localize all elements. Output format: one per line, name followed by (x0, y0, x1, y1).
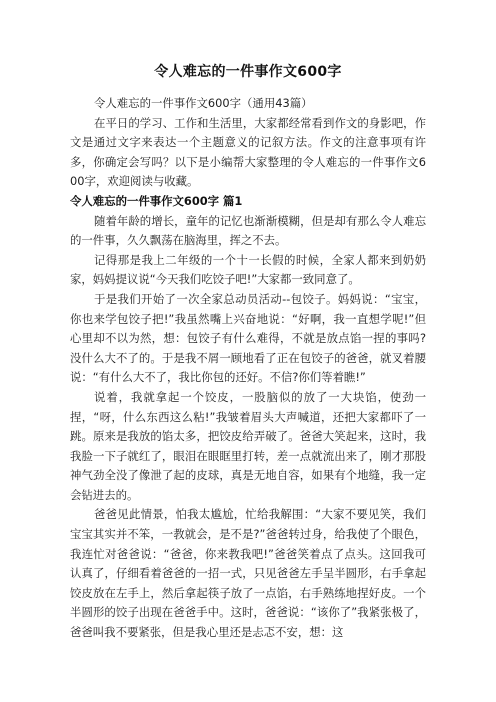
body-paragraph: 爸爸见此情景，怕我太尴尬，忙给我解围：“大家不要见笑，我们宝宝其实并不笨，一教就会，是不是?”爸爸转过身，给我使了个眼色，我连忙对爸爸说：“爸爸，你来教我吧!”爸爸笑着点了点头。这回我可认真了，仔细看着爸爸的一招一式，只见爸爸左手呈半圆形，右手拿起饺皮放在左手上，然后拿起筷子放了一点馅，右手熟练地捏好皮。一个半圆形的饺子出现在爸爸手中。这时，爸爸说：“该你了”我紧张极了，爸爸叫我不要紧张，但是我心里还是忐忑不安，想：这 (70, 507, 426, 640)
body-paragraph: 记得那是我上二年级的一个十一长假的时候，全家人都来到奶奶家，妈妈提议说“今天我们吃饺子吧!”大家都一致同意了。 (70, 252, 426, 287)
intro-paragraph: 在平日的学习、工作和生活里，大家都经常看到作文的身影吧，作文是通过文字来表达一个主题意义的记叙方法。作文的注意事项有许多，你确定会写吗？以下是小编帮大家整理的令人难忘的一件事作文600字，欢迎阅读与收藏。 (70, 115, 426, 189)
document-title: 令人难忘的一件事作文600字 (154, 64, 342, 80)
body-paragraph: 说着，我就拿起一个饺皮，一股脑似的放了一大块馅，使劲一捏，“呀，什么东西这么粘!”我皱着眉头大声喊道，还把大家都吓了一跳。原来是我放的馅太多，把饺皮给弄破了。爸爸大笑起来，这时，我我脸一下子就红了，眼泪在眼眶里打转，差一点就流出来了，刚才那股神气劲全没了像泄了起的皮球，真是无地自容，如果有个地缝，我一定会钻进去的。 (70, 389, 426, 502)
section-heading: 令人难忘的一件事作文600字 篇1 (70, 193, 243, 208)
document-subtitle: 令人难忘的一件事作文600字（通用43篇） (94, 96, 313, 110)
body-paragraph: 于是我们开始了一次全家总动员活动--包饺子。妈妈说：“宝宝，你也来学包饺子把!”我虽然嘴上兴奋地说：“好啊，我一直想学呢!”但心里却不以为然，想：包饺子有什么难得，不就是放点馅一捏的事吗?没什么大不了的。于是我不屑一顾地看了正在包饺子的爸爸，就叉着腰说：“有什么大不了，我比你包的还好。不信?你们等着瞧!” (70, 291, 426, 385)
body-paragraph: 随着年龄的增长，童年的记忆也渐渐模糊，但是却有那么令人难忘的一件事，久久飘荡在脑海里，挥之不去。 (70, 213, 426, 248)
